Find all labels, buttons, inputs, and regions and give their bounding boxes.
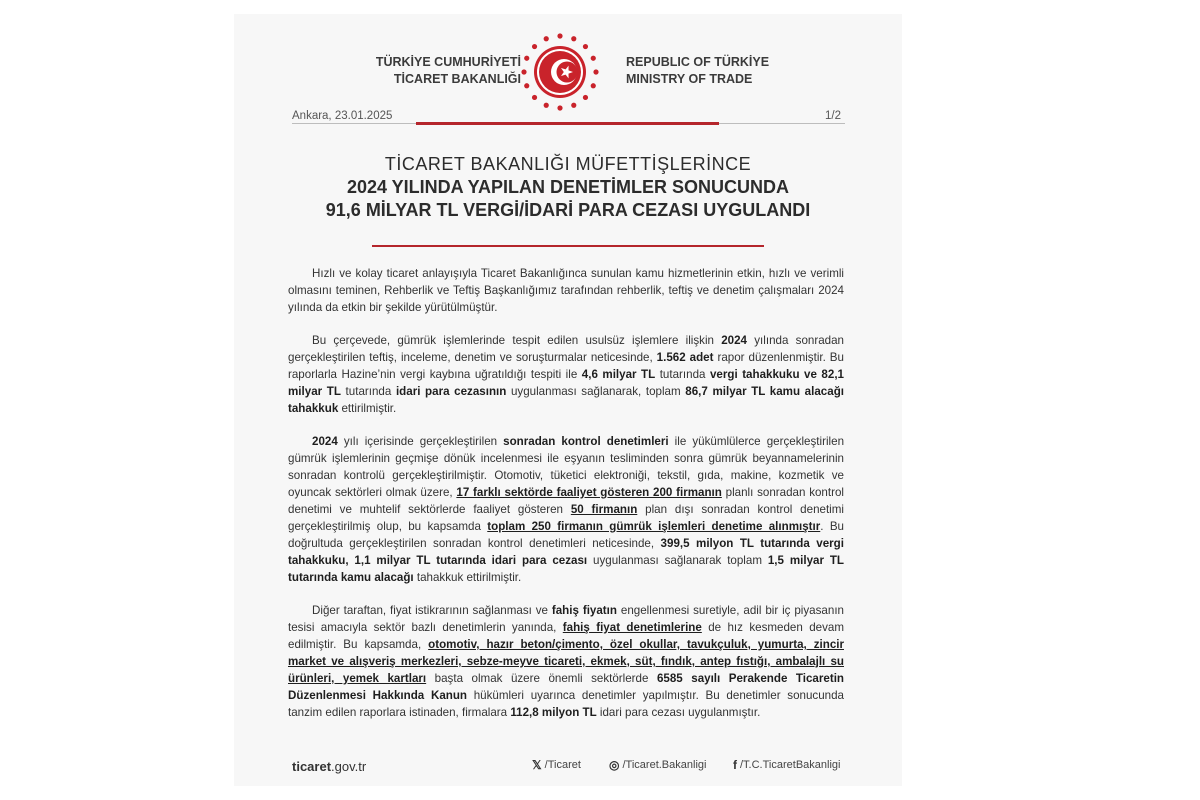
header-divider-right xyxy=(719,123,845,124)
header-left-line2: TİCARET BAKANLIĞI xyxy=(393,72,521,86)
text-run: idari para cezasının xyxy=(395,385,507,398)
release-date: Ankara, 23.01.2025 xyxy=(292,110,393,122)
text-run: 399,5 milyon TL tutarında vergi tahakkuku, 1,1 milyar TL tutarında idari para cezası xyxy=(288,537,844,567)
text-run-emphasis: 50 firmanın xyxy=(570,503,638,516)
facebook-icon: f xyxy=(733,758,737,772)
text-run: 2024 xyxy=(721,334,748,347)
x-icon: 𝕏 xyxy=(532,758,542,772)
text-run: Diğer taraftan, fiyat istikrarının sağlanması ve xyxy=(312,604,552,617)
text-run: 2024 xyxy=(312,435,338,448)
header-left xyxy=(326,54,521,88)
text-run: plan dışı sonradan kontrol denetimi gerçekleştirilmiş olup, bu kapsamda xyxy=(288,503,844,533)
header-right-line2: MINISTRY OF TRADE xyxy=(626,72,753,86)
text-run: 86,7 milyar TL kamu alacağı tahakkuk xyxy=(288,385,844,415)
body-paragraph xyxy=(288,602,844,721)
text-run: yılı içerisinde gerçekleştirilen xyxy=(337,435,504,448)
social-instagram-link[interactable] xyxy=(609,758,706,772)
seal-star-dot xyxy=(583,95,588,100)
title-divider xyxy=(372,245,764,247)
text-run xyxy=(456,486,721,499)
text-run: tahakkuk ettirilmiştir. xyxy=(413,571,522,584)
body-paragraph xyxy=(288,265,844,316)
text-run: 6585 sayılı Perakende Ticaretin Düzenlenmesi Hakkında Kanun xyxy=(288,672,845,702)
header-divider-left xyxy=(292,123,416,124)
text-run: engellenmesi suretiyle, adil bir iç piyasanın tesisi amacıyla sektör bazlı denetimlerin yanında, xyxy=(288,604,844,634)
body-paragraph xyxy=(288,433,844,586)
text-run: 1,5 milyar TL tutarında kamu alacağı xyxy=(288,554,844,584)
crescent-star-seal-icon xyxy=(516,28,604,116)
text-run: tutarında xyxy=(340,385,396,398)
seal-star-dot xyxy=(532,95,537,100)
header-right-line1: REPUBLIC OF TÜRKİYE xyxy=(626,55,770,69)
page-number: 1/2 xyxy=(825,110,841,122)
text-run: Hızlı ve kolay ticaret anlayışıyla Ticaret Bakanlığınca sunulan kamu hizmetlerinin etkin, hızlı ve verimli olmasını teminen, Rehberlik ve Teftiş Başkanlığımız tarafından rehberlik, teftiş ve denetim çalışmaları 2024 yılında da etkin bir şekilde yürütülmüştür. xyxy=(288,267,844,314)
text-run: fahiş fiyatın xyxy=(551,604,617,617)
seal-star-dot xyxy=(524,56,529,61)
body-paragraph xyxy=(288,332,844,417)
social-facebook-link[interactable] xyxy=(733,758,840,772)
seal-star-dot xyxy=(593,69,598,74)
seal-star-dot xyxy=(591,56,596,61)
text-run-emphasis: fahiş fiyat denetimlerine xyxy=(562,621,702,634)
text-run: 112,8 milyon TL xyxy=(510,706,597,719)
social-facebook-handle: /T.C.TicaretBakanligi xyxy=(740,759,841,771)
seal-star-dot xyxy=(532,44,537,49)
social-x-handle: /Ticaret xyxy=(544,759,581,771)
website-domain-bold: ticaret xyxy=(292,759,332,774)
seal-star-dot xyxy=(571,36,576,41)
text-run: Bu çerçevede, gümrük işlemlerinde tespit edilen usulsüz işlemlere ilişkin xyxy=(312,334,722,347)
text-run: uygulanması sağlanarak toplam xyxy=(587,554,768,567)
text-run-emphasis: toplam 250 firmanın gümrük işlemleri denetime alınmıştır xyxy=(487,520,821,533)
text-run: rapor düzenlenmiştir. Bu raporlarla Hazine’nin vergi kaybına uğratıldığı tespiti ile xyxy=(288,351,844,381)
seal-star-dot xyxy=(544,103,549,108)
text-run xyxy=(487,520,820,533)
text-run: yılında sonradan gerçekleştirilen teftiş, inceleme, denetim ve soruşturmalar neticesinde, xyxy=(288,334,844,364)
seal-star-dot xyxy=(571,103,576,108)
text-run: 1.562 adet xyxy=(656,351,714,364)
seal-star-dot xyxy=(544,36,549,41)
title-line1: TİCARET BAKANLIĞI MÜFETTİŞLERİNCE xyxy=(384,154,752,174)
text-run xyxy=(563,621,702,634)
seal-star-dot xyxy=(591,83,596,88)
text-run: 4,6 milyar TL xyxy=(581,368,656,381)
seal-star-dot xyxy=(583,44,588,49)
body-text xyxy=(288,265,844,737)
text-run-emphasis: otomotiv, hazır beton/çimento, özel okullar, tavukçuluk, yumurta, zincir market ve alışveriş merkezleri, sebze-meyve ticareti, ekmek, süt, fındık, antep fıstığı, ambalajlı su ürünleri, yemek kartları xyxy=(288,638,844,685)
website-domain-rest: .gov.tr xyxy=(331,759,367,774)
text-run: sonradan kontrol denetimleri xyxy=(503,435,669,448)
header-divider-accent xyxy=(416,122,719,125)
social-x-link[interactable] xyxy=(532,758,581,772)
text-run: planlı sonradan kontrol denetimi ve muhtelif sektörlerde faaliyet gösteren xyxy=(288,486,844,516)
text-run: başta olmak üzere önemli sektörlerde xyxy=(426,672,657,685)
page-title xyxy=(268,153,868,222)
text-run: idari para cezası uygulanmıştır. xyxy=(596,706,761,719)
text-run: ettirilmiştir. xyxy=(338,402,397,415)
press-release-page xyxy=(234,14,902,786)
website-link[interactable] xyxy=(292,759,366,774)
text-run: hükümleri uyarınca denetimler yapılmıştır. Bu denetimler sonucunda tanzim edilen raporlara istinaden, firmalara xyxy=(288,689,844,719)
title-line3: 91,6 MİLYAR TL VERGİ/İDARİ PARA CEZASI UYGULANDI xyxy=(325,200,811,220)
seal-star-dot xyxy=(524,83,529,88)
text-run: vergi tahakkuku ve 82,1 milyar TL xyxy=(288,368,844,398)
text-run: tutarında xyxy=(655,368,710,381)
text-run-emphasis: 17 farklı sektörde faaliyet gösteren 200 firmanın xyxy=(456,486,722,499)
text-run: de hız kesmeden devam edilmiştir. Bu kapsamda, xyxy=(288,621,844,651)
seal-star-dot xyxy=(521,69,526,74)
seal-star-dot xyxy=(557,105,562,110)
text-run: uygulanması sağlanarak, toplam xyxy=(506,385,686,398)
instagram-icon: ◎ xyxy=(609,758,620,772)
social-instagram-handle: /Ticaret.Bakanligi xyxy=(622,759,707,771)
header-right xyxy=(626,54,866,88)
title-line2: 2024 YILINDA YAPILAN DENETİMLER SONUCUNDA xyxy=(346,177,790,197)
text-run xyxy=(571,503,637,516)
header-left-line1: TÜRKİYE CUMHURİYETİ xyxy=(375,55,521,69)
text-run: ile yükümlülerce gerçekleştirilen gümrük işlemlerinin geçmişe dönük incelenmesi ile eşyanın tesliminden sonra gümrük beyannamelerinin sonradan kontrolü gerçekleştirilmiştir. Otomotiv, tüketici elektroniği, tekstil, gıda, makine, kozmetik ve oyuncak sektörleri olmak üzere, xyxy=(288,435,845,499)
seal-star-dot xyxy=(557,33,562,38)
text-run: . Bu doğrultuda gerçekleştirilen sonradan kontrol denetimleri neticesinde, xyxy=(288,520,845,550)
